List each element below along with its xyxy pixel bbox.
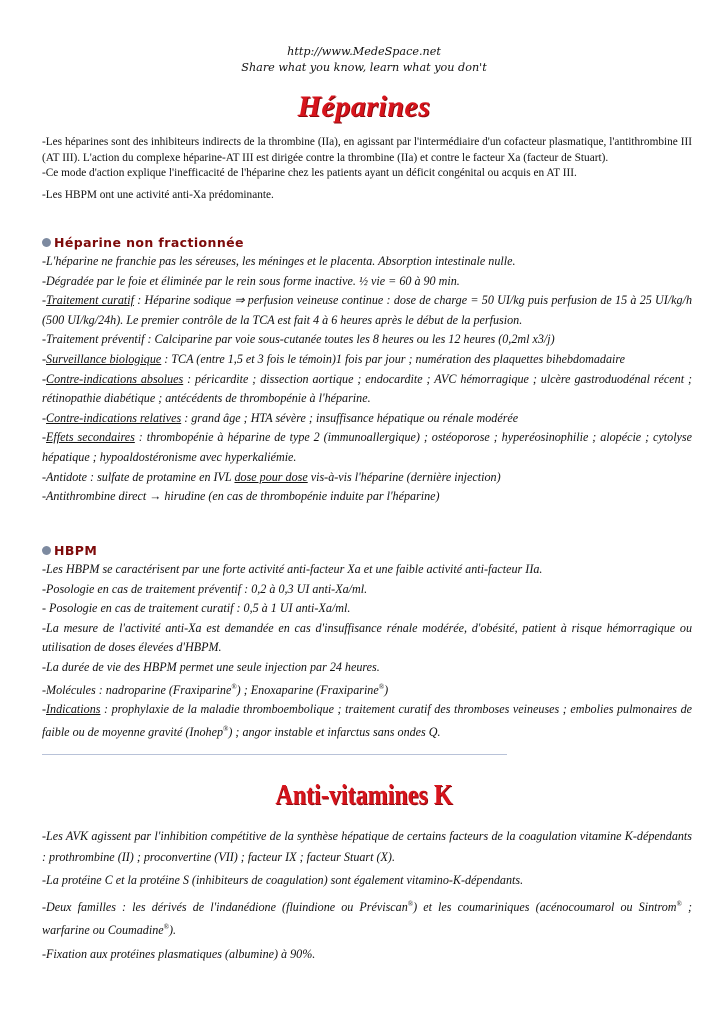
title-avk: Anti-vitamines K (275, 780, 453, 811)
text-line: -Molécules : nadroparine (Fraxiparine®) ; Enoxaparine (Fraxiparine®) (42, 682, 389, 697)
title-heparines: Héparines (297, 90, 431, 123)
section-heading-text: Héparine non fractionnée (54, 235, 244, 250)
intro-paragraph: -Les HBPM ont une activité anti-Xa prédominante. (42, 188, 274, 201)
section-body (42, 252, 692, 507)
header-url[interactable]: http://www.MedeSpace.net (287, 45, 441, 58)
bullet-icon (42, 546, 51, 555)
section-body (42, 560, 692, 742)
text-line: -Fixation aux protéines plasmatiques (albumine) à 90%. (42, 946, 316, 961)
text-line: -Les HBPM se caractérisent par une forte activité anti-facteur Xa et une faible activité anti-facteur IIa. (42, 562, 543, 576)
text-line: - Posologie en cas de traitement curatif : 0,5 à 1 UI anti-Xa/ml. (42, 601, 351, 616)
text-line: -Contre-indications relatives : grand âge ; HTA sévère ; insuffisance hépatique ou rénale modérée (42, 410, 519, 425)
text-line: -La durée de vie des HBPM permet une seule injection par 24 heures. (42, 659, 380, 674)
text-line: -La mesure de l'activité anti-Xa est demandée en cas d'insuffisance rénale modérée, d'obésité, patient à risque hémorragique ou utilisation de doses élevées d'HBPM. (42, 620, 692, 655)
text-line: -Deux familles : les dérivés de l'indanédione (fluindione ou Préviscan®) et les coumariniques (acénocoumarol ou Sintrom® ; warfarine ou Coumadine®). (42, 899, 692, 938)
text-line: -Antidote : sulfate de protamine en IVL dose pour dose vis-à-vis l'héparine (dernière injection) (42, 469, 501, 484)
intro-paragraph: -Les héparines sont des inhibiteurs indirects de la thrombine (IIa), en agissant par l'intermédiaire d'un cofacteur plasmatique, l'antithrombine III (AT III). L'action du complexe héparine-AT III est dirigée contre la thrombine (IIa) et contre le facteur Xa (facteur de Stuart). (42, 136, 692, 164)
bullet-icon (42, 238, 51, 247)
text-line: -La protéine C et la protéine S (inhibiteurs de coagulation) sont également vitamino-K-dépendants. (42, 873, 524, 887)
text-line: -Effets secondaires : thrombopénie à héparine de type 2 (immunoallergique) ; ostéoporose ; hyperéosinophilie ; alopécie ; cytolyse hépatique ; hypoaldostéronisme avec hyperkaliémie. (42, 430, 692, 464)
text-line: -Surveillance biologique : TCA (entre 1,5 et 3 fois le témoin)1 fois par jour ; numération des plaquettes bihebdomadaire (42, 351, 626, 366)
section-heading (42, 234, 692, 252)
site-header (0, 44, 728, 76)
section-heading-text: HBPM (54, 543, 98, 558)
divider-line (42, 754, 507, 755)
text-line: -Dégradée par le foie et éliminée par le rein sous forme inactive. ½ vie = 60 à 90 min. (42, 273, 460, 288)
text-line: -Indications : prophylaxie de la maladie thromboembolique ; traitement curatif des thromboses veineuses ; embolies pulmonaires de faible ou de moyenne gravité (Inohep®) ; angor instable et infarctus sans ondes Q. (42, 702, 692, 739)
text-line: -Contre-indications absolues : péricardite ; dissection aortique ; endocardite ; AVC hémorragique ; ulcère gastroduodénal récent ; rétinopathie diabétique ; antécédents de thrombopénie à l'héparine. (42, 371, 692, 406)
text-line: -Traitement préventif : Calciparine par voie sous-cutanée toutes les 8 heures ou les 12 heures (0,2ml x3/j) (42, 332, 555, 347)
header-tagline: Share what you know, learn what you don't (241, 61, 487, 74)
text-line: -Antithrombine direct → hirudine (en cas de thrombopénie induite par l'héparine) (42, 489, 440, 504)
intro-paragraph: -Ce mode d'action explique l'inefficacité de l'héparine chez les patients ayant un déficit congénital ou acquis en AT III. (42, 167, 577, 179)
section-heading (42, 542, 692, 560)
text-line: -L'héparine ne franchie pas les séreuses, les méninges et le placenta. Absorption intestinale nulle. (42, 254, 516, 268)
text-line: -Les AVK agissent par l'inhibition compétitive de la synthèse hépatique de certains facteurs de la coagulation vitamine K-dépendants : prothrombine (II) ; proconvertine (VII) ; facteur IX ; facteur Stuart (X). (42, 829, 692, 864)
section-hnf (42, 234, 692, 507)
text-line: -Traitement curatif : Héparine sodique ⇒ perfusion veineuse continue : dose de charge = 50 UI/kg puis perfusion de 15 à 25 UI/kg/h (500 UI/kg/24h). Le premier contrôle de la TCA est fait 4 à 6 heures après le début de la perfusion. (42, 293, 693, 327)
section-body (42, 826, 692, 964)
section-hbpm (42, 542, 692, 742)
intro-block (42, 135, 692, 203)
text-line: -Posologie en cas de traitement préventif : 0,2 à 0,3 UI anti-Xa/ml. (42, 581, 368, 596)
section-avk (42, 826, 692, 964)
